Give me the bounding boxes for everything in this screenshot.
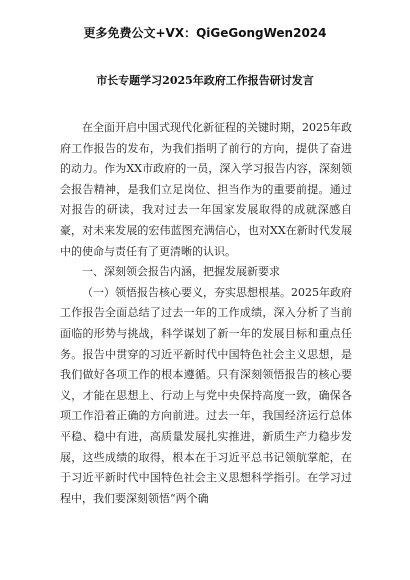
document-title: 市长专题学习2025年政府工作报告研讨发言 <box>96 74 314 87</box>
document-body <box>60 118 352 509</box>
paragraph-1-1: （一）领悟报告核心要义，夯实思想根基。2025年政府工作报告全面总结了过去一年的工作成绩，深入分析了当前面临的形势与挑战，科学谋划了新一年的发展目标和重点任务。报告中贯穿的习近平新时代中国特色社会主义思想，是我们做好各项工作的根本遵循。只有深刻领悟报告的核心要义，才能在思想上、行动上与党中央保持高度一致，确保各项工作沿着正确的方向前进。过去一年，我国经济运行总体平稳、稳中有进，高质量发展扎实推进，新质生产力稳步发展，这些成绩的取得，根本在于习近平总书记领航掌舵，在于习近平新时代中国特色社会主义思想科学指引。在学习过程中，我们要深刻领悟“两个确 <box>60 285 352 505</box>
paragraph-intro: 在全面开启中国式现代化新征程的关键时期，2025年政府工作报告的发布，为我们指明了前行的方向，提供了奋进的动力。作为XX市政府的一员，深入学习报告内容，深刻领会报告精神，是我们立足岗位、担当作为的重要前提。通过对报告的研读，我对过去一年国家发展取得的成就深感自豪，对未来发展的宏伟蓝图充满信心，也对XX在新时代发展中的使命与责任有了更清晰的认识。 <box>60 121 352 258</box>
section-heading-1: 一、深刻领会报告内涵，把握发展新要求 <box>82 265 280 279</box>
watermark-header: 更多免费公文+VX：QiGeGongWen2024 <box>83 26 327 40</box>
